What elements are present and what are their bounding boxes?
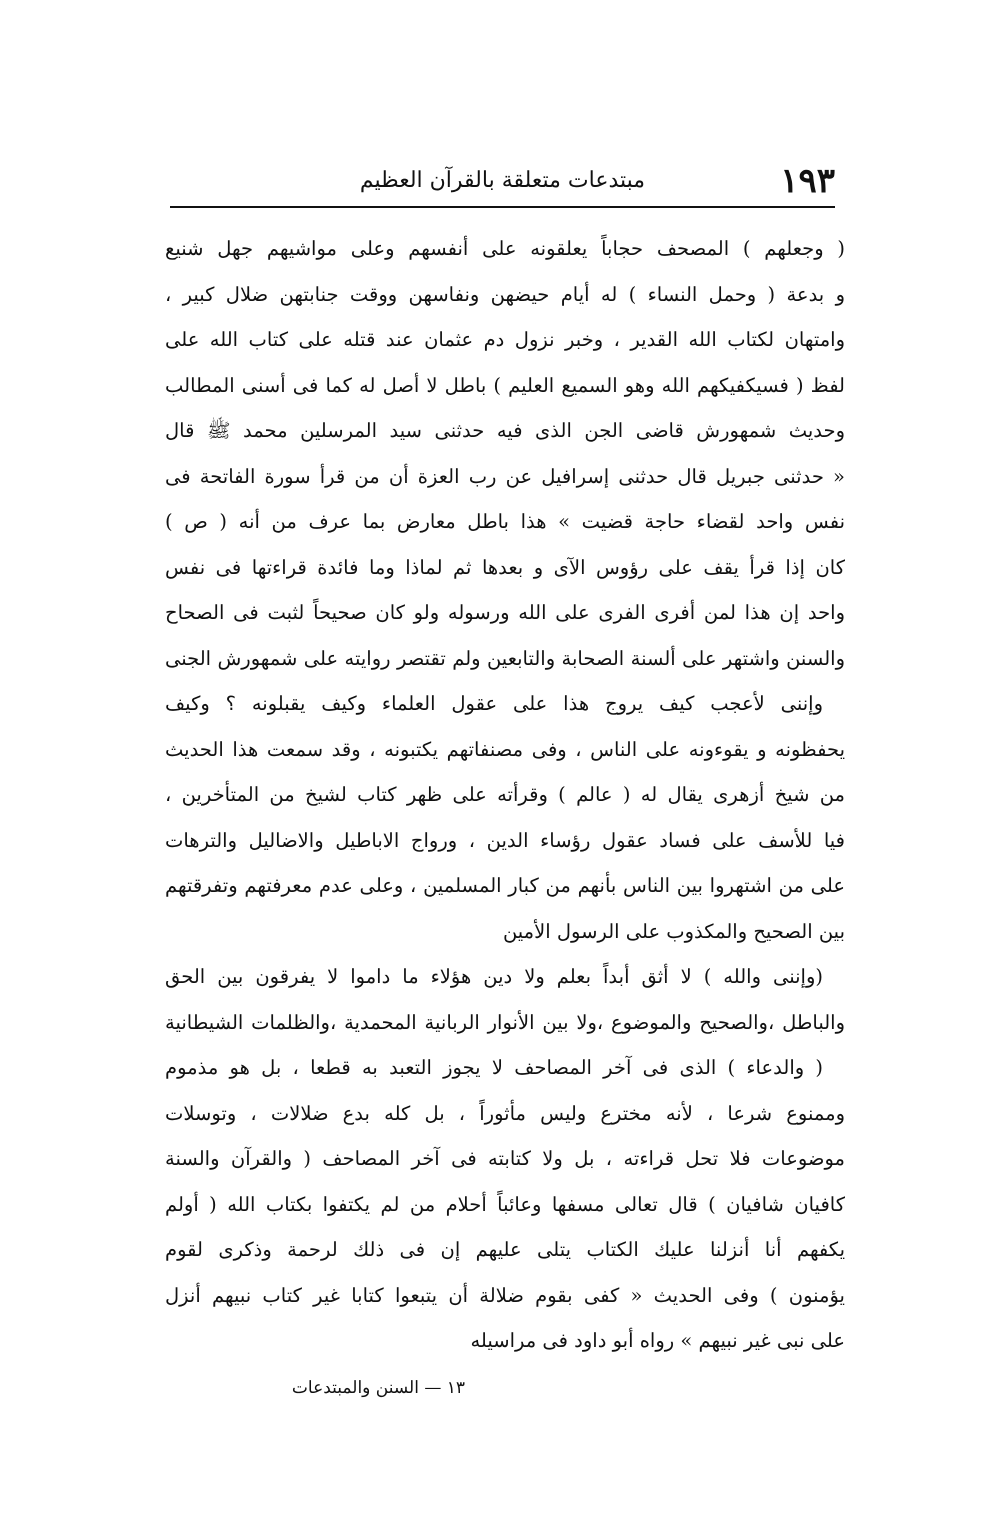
footer-signature: ١٣ — السنن والمبتدعات (291, 1378, 465, 1398)
text-line: وحديث شمهورش قاضى الجن الذى فيه حدثنى سيد المرسلين محمد ﷺ قال (165, 419, 845, 442)
text-line: على نبى غير نبيهم » رواه أبو داود فى مراسيله (470, 1329, 845, 1352)
text-line: لفظ ( فسيكفيكهم الله وهو السميع العليم ) باطل لا أصل له كما فى أسنى المطالب (165, 373, 845, 397)
text-line: يكفهم أنا أنزلنا عليك الكتاب يتلى عليهم إن فى ذلك لرحمة وذكرى لقوم (165, 1238, 845, 1261)
text-line: والباطل ،والصحيح والموضوع ،ولا بين الأنوار الربانية المحمدية ،والظلمات الشيطانية (165, 1010, 845, 1034)
text-line: ( وجعلهم ) المصحف حجاباً يعلقونه على أنفسهم وعلى مواشيهم جهل شنيع (165, 237, 845, 260)
text-line: ( والدعاء ) الذى فى آخر المصاحف لا يجوز التعبد به قطعا ، بل هو مذموم (165, 1056, 823, 1079)
text-line: من شيخ أزهرى يقال له ( عالم ) وقرأته على ظهر كتاب لشيخ من المتأخرين ، (165, 783, 845, 806)
text-line: والسنن واشتهر على ألسنة الصحابة والتابعين ولم تقتصر روايته على شمهورش الجنى (165, 646, 845, 670)
text-line: بين الصحيح والمكذوب على الرسول الأمين (502, 919, 845, 943)
page-number: ١٩٣ (780, 161, 835, 201)
text-line: نفس واحد لقضاء حاجة قضيت » هذا باطل معارض بما عرف من أنه ( ص ) (165, 510, 845, 533)
page-header (170, 158, 835, 204)
text-line: كافيان شافيان ) قال تعالى مسفها وعائباً أحلام من لم يكتفوا بكتاب الله ( أولم (165, 1192, 845, 1216)
text-line: وممنوع شرعا ، لأنه مخترع وليس مأثوراً ، بل كله بدع ضلالات ، وتوسلات (165, 1101, 845, 1125)
text-line: وإننى لأعجب كيف يروج هذا على عقول العلماء وكيف يقبلونه ؟ وكيف (165, 692, 823, 715)
running-title: مبتدعات متعلقة بالقرآن العظيم (359, 168, 646, 193)
text-line: يحفظونه و يقوءونه على الناس ، وفى مصنفاتهم يكتبونه ، وقد سمعت هذا الحديث (165, 737, 845, 761)
text-line: وامتهان لكتاب الله القدير ، وخبر نزول دم عثمان عند قتله على كتاب الله على (165, 328, 845, 351)
text-line: واحد إن هذا لمن أفرى الفرى على الله ورسوله ولو كان صحيحاً لثبت فى الصحاح (165, 601, 845, 624)
header-rule (170, 206, 835, 208)
text-line: على من اشتهروا بين الناس بأنهم من كبار المسلمين ، وعلى عدم معرفتهم وتفرقتهم (165, 874, 845, 897)
text-line: كان إذا قرأ يقف على رؤوس الآى و بعدها ثم لماذا وما فائدة قراءتها فى نفس (165, 555, 845, 579)
body-text (165, 226, 845, 1364)
text-line: فيا للأسف على فساد عقول رؤساء الدين ، ورواج الاباطيل والاضاليل والترهات (165, 828, 845, 852)
text-line: يؤمنون ) وفى الحديث « كفى بقوم ضلالة أن يتبعوا كتابا غير كتاب نبيهم أنزل (165, 1283, 845, 1307)
text-line: موضوعات فلا تحل قراءته ، بل ولا كتابته فى آخر المصاحف ( والقرآن والسنة (165, 1147, 845, 1170)
text-line: « حدثنى جبريل قال حدثنى إسرافيل عن رب العزة أن من قرأ سورة الفاتحة فى (165, 464, 845, 488)
text-line: (وإننى والله ) لا أثق أبداً بعلم ولا دين هؤلاء ما داموا لا يفرقون بين الحق (165, 965, 823, 988)
text-line: و بدعة ( وحمل النساء ) له أيام حيضهن ونفاسهن ووقت جنابتهن ضلال كبير ، (165, 282, 845, 306)
